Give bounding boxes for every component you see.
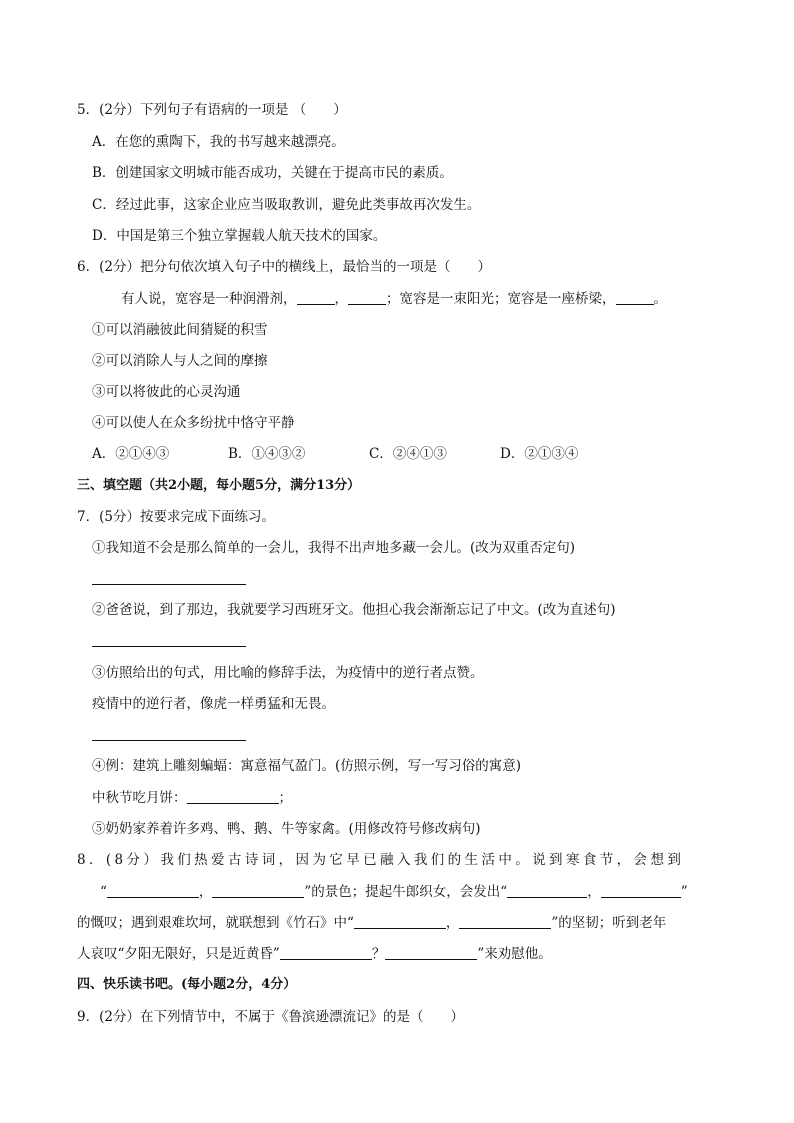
q8-quote-open: “ — [100, 884, 107, 900]
q7-item-1: ①我知道不会是那么简单的一会儿，我得不出声地多藏一会儿。(改为双重否定句) — [92, 540, 576, 556]
q6-sentence — [121, 290, 667, 308]
q5-option-c: C．经过此事，这家企业应当吸取教训，避免此类事故再次发生。 — [92, 197, 481, 213]
q5-option-a: A．在您的熏陶下，我的书写越来越漂亮。 — [92, 134, 345, 150]
q7-item-5: ⑤奶奶家养着许多鸡、鸭、鹅、牛等家禽。(用修改符号修改病句) — [92, 821, 481, 837]
q6-clause-1: ①可以消融彼此间猜疑的积雪 — [92, 322, 268, 338]
q6-choice-b: B．①④③② — [228, 446, 306, 462]
q7-answer-line-2[interactable] — [92, 646, 246, 647]
q6-clause-2: ②可以消除人与人之间的摩擦 — [92, 353, 268, 369]
q6-stem: 6．(2分）把分句依次填入句子中的横线上，最恰当的一项是（ ） — [77, 259, 491, 275]
q7-item-3-example: 疫情中的逆行者，像虎一样勇猛和无畏。 — [92, 696, 335, 712]
q8-blank-4[interactable] — [601, 883, 681, 898]
q8-line-2-text: ”的景色；提起牛郎织女，会发出“ — [304, 884, 508, 900]
q8-blank-2[interactable] — [212, 883, 304, 898]
q8-comma-2: ， — [587, 884, 601, 900]
q7-stem: 7．(5分）按要求完成下面练习。 — [77, 509, 275, 525]
q7-item-4: ④例：建筑上雕刻蝙蝠：寓意福气盈门。(仿照示例，写一写习俗的寓意) — [92, 758, 522, 774]
q6-choice-c: C．②④①③ — [369, 446, 447, 462]
q9-stem: 9．(2分）在下列情节中，不属于《鲁滨逊漂流记》的是（ ） — [77, 1009, 464, 1025]
q7-item-2: ②爸爸说，到了那边，我就要学习西班牙文。他担心我会渐渐忘记了中文。(改为直述句) — [92, 602, 616, 618]
q8-line-4 — [77, 945, 552, 963]
q8-line-4-end: ”来劝慰他。 — [477, 946, 552, 962]
q5-option-b: B．创建国家文明城市能否成功，关键在于提高市民的素质。 — [92, 165, 453, 181]
q6-clause-4: ④可以使人在众多纷扰中恪守平静 — [92, 415, 295, 431]
q8-blank-1[interactable] — [107, 883, 199, 898]
q8-line-3 — [77, 914, 666, 932]
q8-line-4-text: 人哀叹“夕阳无限好，只是近黄昏” — [77, 946, 280, 962]
q6-sentence-a: 有人说，宽容是一种润滑剂， — [121, 291, 297, 307]
q5-option-d: D．中国是第三个独立掌握载人航天技术的国家。 — [92, 228, 387, 244]
q6-sentence-b: ；宽容是一束阳光；宽容是一座桥梁， — [386, 291, 616, 307]
q8-line-3-text-b: ”的坚韧；听到老年 — [551, 915, 667, 931]
q8-question-mark: ？ — [371, 946, 386, 962]
q8-quote-close: ” — [680, 884, 688, 900]
q6-blank-3[interactable] — [616, 290, 654, 305]
q6-choice-a: A．②①④③ — [92, 446, 170, 462]
q5-stem: 5．(2分）下列句子有语病的一项是 （ ） — [77, 102, 347, 118]
q6-sentence-end: 。 — [653, 291, 667, 307]
q8-blank-7[interactable] — [280, 945, 372, 960]
q8-line-1: 8．(8分）我们热爱古诗词，因为它早已融入我们的生活中。说到寒食节，会想到 — [77, 852, 685, 868]
q6-blank-1[interactable] — [297, 290, 335, 305]
q6-choice-d: D．②①③④ — [500, 446, 579, 462]
q7-answer-line-3[interactable] — [92, 740, 246, 741]
section-4-heading: 四、快乐读书吧。(每小题2分，4分） — [77, 977, 297, 992]
section-3-heading: 三、填空题（共2小题，每小题5分，满分13分） — [77, 478, 361, 493]
q7-item-4-fill — [92, 789, 292, 807]
q7-item-3: ③仿照给出的句式，用比喻的修辞手法，为疫情中的逆行者点赞。 — [92, 665, 484, 681]
q8-comma-3: ， — [445, 915, 460, 931]
q6-blank-2[interactable] — [348, 290, 386, 305]
q8-blank-3[interactable] — [507, 883, 587, 898]
q8-comma-1: ， — [198, 884, 213, 900]
q6-clause-3: ③可以将彼此的心灵沟通 — [92, 384, 241, 400]
q8-line-2 — [100, 883, 688, 901]
q7-answer-line-1[interactable] — [92, 584, 246, 585]
q8-blank-8[interactable] — [385, 945, 477, 960]
q7-item-4-prompt: 中秋节吃月饼： — [92, 790, 187, 806]
q7-blank-4[interactable] — [187, 789, 279, 804]
q6-sep: ， — [334, 291, 348, 307]
q8-blank-5[interactable] — [354, 914, 446, 929]
q8-blank-6[interactable] — [459, 914, 551, 929]
q8-line-3-text-a: 的慨叹；遇到艰难坎坷，就联想到《竹石》中“ — [77, 915, 354, 931]
q7-item-4-end: ； — [278, 790, 292, 806]
